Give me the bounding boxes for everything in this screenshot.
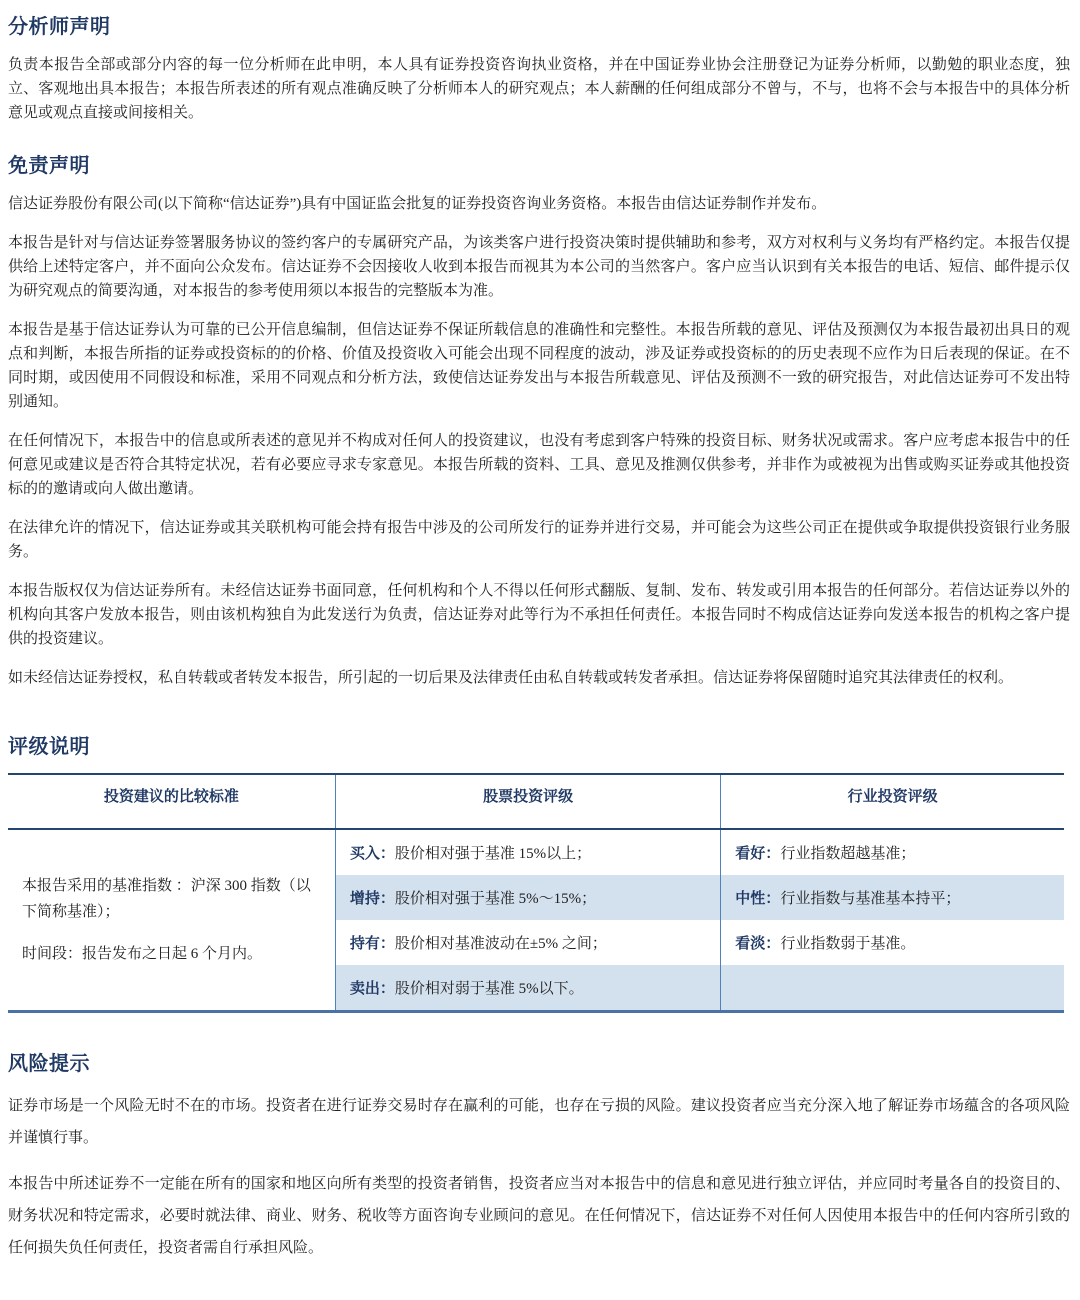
disclaimer-paragraph: 信达证券股份有限公司(以下简称“信达证券”)具有中国证监会批复的证券投资咨询业务资格。本报告由信达证券制作并发布。 — [8, 196, 827, 212]
section-analyst-statement — [8, 10, 1070, 125]
section-rating-explanation — [8, 730, 1070, 1013]
rating-desc: 股价相对强于基准 15%以上； — [394, 846, 592, 862]
stock-rating-cell — [335, 829, 720, 875]
rating-term: 看好： — [735, 846, 781, 862]
risk-warning-paragraph: 证券市场是一个风险无时不在的市场。投资者在进行证券交易时存在赢利的可能，也存在亏损的风险。建议投资者应当充分深入地了解证券市场蕴含的各项风险并谨慎行事。 — [8, 1098, 1070, 1146]
benchmark-period-text: 时间段：报告发布之日起 6 个月内。 — [22, 946, 263, 962]
analyst-statement-paragraph: 负责本报告全部或部分内容的每一位分析师在此申明，本人具有证券投资咨询执业资格，并在中国证券业协会注册登记为证券分析师，以勤勉的职业态度，独立、客观地出具本报告；本报告所表述的所有观点准确反映了分析师本人的研究观点；本人薪酬的任何组成部分不曾与，不与，也将不会与本报告中的具体分析意见或观点直接或间接相关。 — [8, 57, 1070, 121]
rating-term: 买入： — [349, 846, 395, 862]
disclaimer-paragraph: 在任何情况下，本报告中的信息或所表述的意见并不构成对任何人的投资建议，也没有考虑到客户特殊的投资目标、财务状况或需求。客户应考虑本报告中的任何意见或建议是否符合其特定状况，若有必要应寻求专家意见。本报告所载的资料、工具、意见及推测仅供参考，并非作为或被视为出售或购买证券或其他投资标的的邀请或向人做出邀请。 — [8, 433, 1070, 497]
rating-explanation-heading: 评级说明 — [8, 736, 90, 758]
disclaimer-paragraph: 在法律允许的情况下，信达证券或其关联机构可能会持有报告中涉及的公司所发行的证券并进行交易，并可能会为这些公司正在提供或争取提供投资银行业务服务。 — [8, 520, 1070, 560]
industry-rating-cell — [721, 875, 1064, 920]
risk-warning-heading: 风险提示 — [8, 1053, 90, 1075]
section-risk-warning — [8, 1047, 1070, 1264]
analyst-statement-heading: 分析师声明 — [8, 16, 111, 38]
stock-rating-cell — [335, 875, 720, 920]
rating-table-header-row — [8, 774, 1064, 829]
risk-warning-paragraph: 本报告中所述证券不一定能在所有的国家和地区向所有类型的投资者销售，投资者应当对本报告中的信息和意见进行独立评估，并应同时考量各自的投资目的、财务状况和特定需求，必要时就法律、商业、财务、税收等方面咨询专业顾问的意见。在任何情况下，信达证券不对任何人因使用本报告中的任何内容所引致的任何损失负任何责任，投资者需自行承担风险。 — [8, 1176, 1070, 1256]
disclaimer-paragraph: 如未经信达证券授权，私自转载或者转发本报告，所引起的一切后果及法律责任由私自转载或转发者承担。信达证券将保留随时追究其法律责任的权利。 — [8, 670, 1014, 686]
rating-term: 看淡： — [735, 936, 781, 952]
header-stock-rating: 股票投资评级 — [335, 774, 720, 829]
disclaimer-paragraph: 本报告是针对与信达证券签署服务协议的签约客户的专属研究产品，为该类客户进行投资决策时提供辅助和参考，双方对权利与义务均有严格约定。本报告仅提供给上述特定客户，并不面向公众发布。信达证券不会因接收人收到本报告而视其为本公司的当然客户。客户应当认识到有关本报告的电话、短信、邮件提示仅为研究观点的简要沟通，对本报告的参考使用须以本报告的完整版本为准。 — [8, 235, 1070, 299]
rating-desc: 股价相对强于基准 5%～15%； — [394, 891, 597, 907]
disclaimer-paragraph: 本报告是基于信达证券认为可靠的已公开信息编制，但信达证券不保证所载信息的准确性和完整性。本报告所载的意见、评估及预测仅为本报告最初出具日的观点和判断，本报告所指的证券或投资标的的价格、价值及投资收入可能会出现不同程度的波动，涉及证券或投资标的的历史表现不应作为日后表现的保证。在不同时期，或因使用不同假设和标准，采用不同观点和分析方法，致使信达证券发出与本报告所载意见、评估及预测不一致的研究报告，对此信达证券可不发出特别通知。 — [8, 322, 1070, 410]
disclaimer-paragraph: 本报告版权仅为信达证券所有。未经信达证券书面同意，任何机构和个人不得以任何形式翻版、复制、发布、转发或引用本报告的任何部分。若信达证券以外的机构向其客户发放本报告，则由该机构独自为此发送行为负责，信达证券对此等行为不承担任何责任。本报告同时不构成信达证券向发送本报告的机构之客户提供的投资建议。 — [8, 583, 1070, 647]
rating-desc: 行业指数超越基准； — [780, 846, 916, 862]
rating-term: 卖出： — [349, 981, 395, 997]
industry-rating-cell-empty — [721, 965, 1064, 1012]
header-industry-rating: 行业投资评级 — [721, 774, 1064, 829]
stock-rating-cell — [335, 965, 720, 1012]
rating-desc: 股价相对弱于基准 5%以下。 — [394, 981, 584, 997]
benchmark-index-text: 本报告采用的基准指数 ：沪深 300 指数（以下简称基准）； — [22, 878, 311, 920]
rating-desc: 行业指数弱于基准。 — [780, 936, 916, 952]
industry-rating-cell — [721, 920, 1064, 965]
rating-desc: 行业指数与基准基本持平； — [780, 891, 961, 907]
rating-term: 持有： — [349, 936, 395, 952]
section-disclaimer — [8, 149, 1070, 690]
rating-term: 中性： — [735, 891, 781, 907]
header-comparison-standard: 投资建议的比较标准 — [8, 774, 335, 829]
industry-rating-cell — [721, 829, 1064, 875]
rating-table — [8, 773, 1064, 1013]
rating-row-buy — [8, 829, 1064, 875]
benchmark-index-cell — [8, 829, 335, 1012]
disclaimer-heading: 免责声明 — [8, 155, 90, 177]
stock-rating-cell — [335, 920, 720, 965]
rating-term: 增持： — [349, 891, 395, 907]
rating-desc: 股价相对基准波动在±5% 之间； — [394, 936, 607, 952]
